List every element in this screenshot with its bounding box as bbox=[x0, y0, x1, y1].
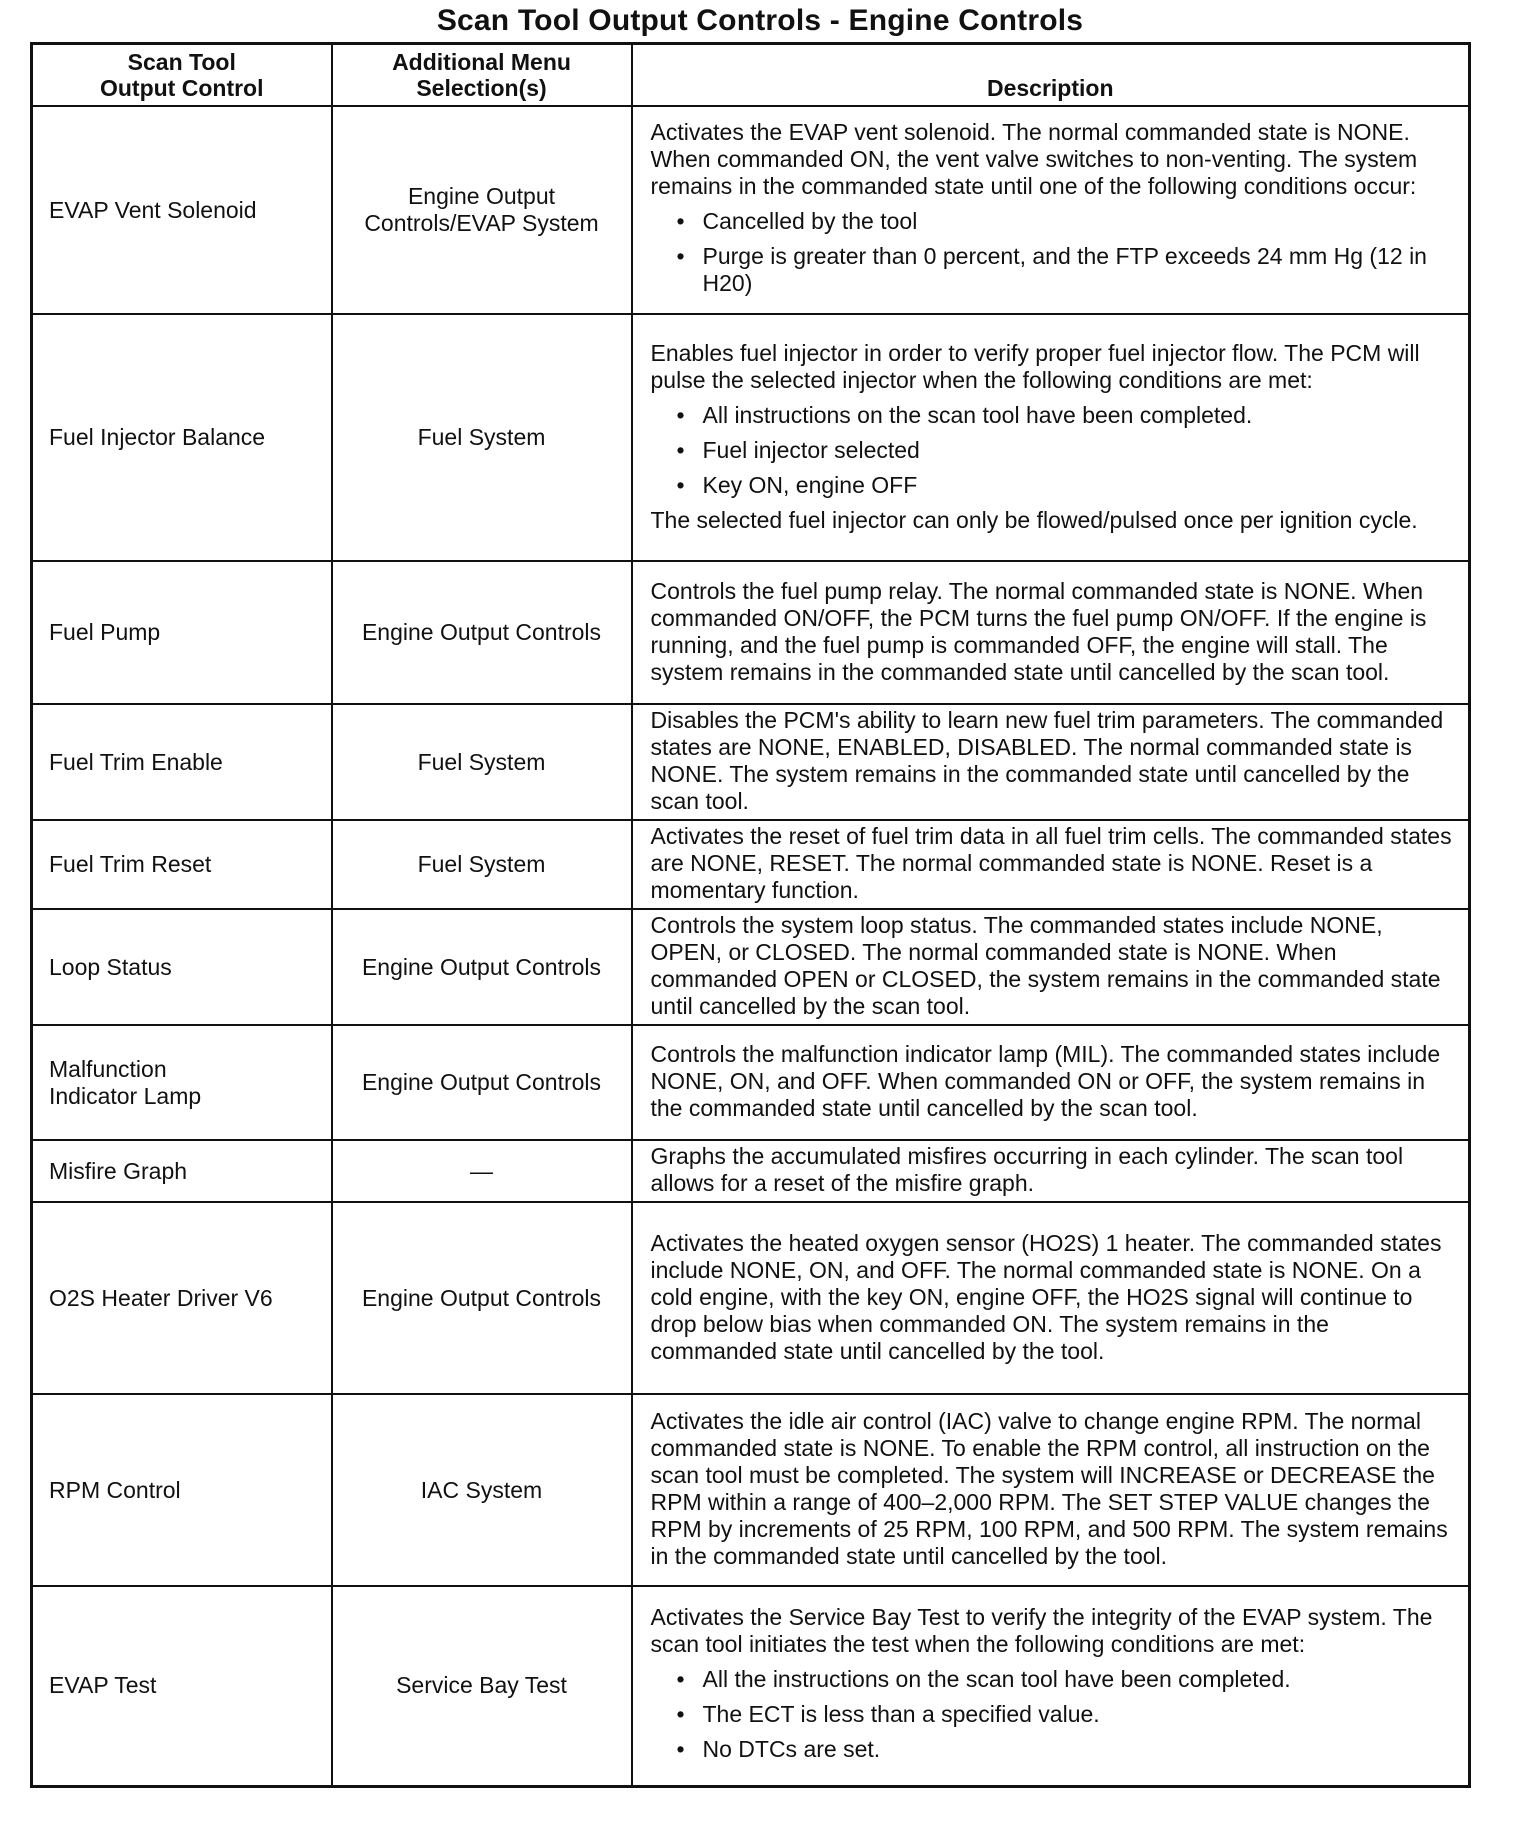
output-control-name: Fuel Trim Enable bbox=[32, 704, 332, 820]
description-text: Enables fuel injector in order to verify proper fuel injector flow. The PCM will pulse the selected injector when the following conditions are met: bbox=[650, 339, 1420, 393]
description-text: Disables the PCM's ability to learn new fuel trim parameters. The commanded states are NONE, ENABLED, DISABLED. The normal commanded state is NONE. The system remains in the commanded state until cancelled by the scan tool. bbox=[650, 707, 1444, 814]
description bbox=[632, 1394, 1470, 1586]
description bbox=[632, 106, 1470, 314]
page-title: Scan Tool Output Controls - Engine Controls bbox=[436, 4, 1084, 37]
table-row bbox=[32, 314, 1470, 561]
output-control-name: O2S Heater Driver V6 bbox=[32, 1202, 332, 1394]
description-text: Controls the system loop status. The commanded states include NONE, OPEN, or CLOSED. The normal commanded state is NONE. When commanded OPEN or CLOSED, the system remains in the commanded state until cancelled by the scan tool. bbox=[650, 912, 1441, 1019]
header-row bbox=[32, 44, 1470, 107]
description bbox=[632, 314, 1470, 561]
menu-selection: Engine Output Controls bbox=[332, 1202, 632, 1394]
table-body bbox=[32, 106, 1470, 1786]
table-row bbox=[32, 1025, 1470, 1140]
table-row bbox=[32, 561, 1470, 704]
table-row bbox=[32, 1140, 1470, 1202]
condition-list bbox=[651, 402, 1459, 499]
condition-item: • All the instructions on the scan tool have been completed. bbox=[677, 1666, 1459, 1693]
description bbox=[632, 909, 1470, 1025]
table-row bbox=[32, 820, 1470, 909]
description-text: Controls the malfunction indicator lamp (MIL). The commanded states include NONE, ON, and OFF. When commanded ON or OFF, the system remains in the commanded state until cancelled by the scan tool. bbox=[650, 1041, 1441, 1121]
description-text: Activates the Service Bay Test to verify the integrity of the EVAP system. The scan tool initiates the test when the following conditions are met: bbox=[650, 1604, 1433, 1658]
header-additional-menu-selections: Additional Menu Selection(s) bbox=[332, 44, 632, 107]
header-description: Description bbox=[632, 44, 1470, 107]
condition-item: • All instructions on the scan tool have been completed. bbox=[677, 402, 1459, 429]
description bbox=[632, 820, 1470, 909]
description bbox=[632, 1140, 1470, 1202]
menu-selection: Service Bay Test bbox=[332, 1586, 632, 1786]
table-row bbox=[32, 1586, 1470, 1786]
condition-item: • Cancelled by the tool bbox=[677, 208, 1459, 235]
menu-selection: — bbox=[332, 1140, 632, 1202]
description-note: The selected fuel injector can only be flowed/pulsed once per ignition cycle. bbox=[650, 506, 1418, 533]
menu-selection: Engine Output Controls bbox=[332, 909, 632, 1025]
menu-selection: Engine Output Controls/EVAP System bbox=[332, 106, 632, 314]
table-row bbox=[32, 1202, 1470, 1394]
menu-selection: Engine Output Controls bbox=[332, 561, 632, 704]
output-controls-table bbox=[30, 42, 1471, 1788]
menu-selection: Engine Output Controls bbox=[332, 1025, 632, 1140]
description bbox=[632, 561, 1470, 704]
condition-item: • No DTCs are set. bbox=[677, 1736, 1459, 1763]
output-control-name: Loop Status bbox=[32, 909, 332, 1025]
menu-selection: Fuel System bbox=[332, 314, 632, 561]
description bbox=[632, 1202, 1470, 1394]
table-row bbox=[32, 1394, 1470, 1586]
condition-item: • The ECT is less than a specified value. bbox=[677, 1701, 1459, 1728]
output-control-name: EVAP Test bbox=[32, 1586, 332, 1786]
description bbox=[632, 1586, 1470, 1786]
table-row bbox=[32, 106, 1470, 314]
table-row bbox=[32, 704, 1470, 820]
condition-item: • Purge is greater than 0 percent, and the FTP exceeds 24 mm Hg (12 in H20) bbox=[677, 243, 1459, 297]
description bbox=[632, 704, 1470, 820]
description-text: Controls the fuel pump relay. The normal commanded state is NONE. When commanded ON/OFF, the PCM turns the fuel pump ON/OFF. If the engine is running, and the fuel pump is commanded OFF, the engine will stall. The system remains in the commanded state until cancelled by the scan tool. bbox=[650, 577, 1427, 685]
output-control-name: Fuel Pump bbox=[32, 561, 332, 704]
condition-list bbox=[651, 1666, 1459, 1763]
output-control-name: Malfunction Indicator Lamp bbox=[32, 1025, 332, 1140]
output-control-name: EVAP Vent Solenoid bbox=[32, 106, 332, 314]
description-text: Activates the idle air control (IAC) valve to change engine RPM. The normal commanded state is NONE. To enable the RPM control, all instruction on the scan tool must be completed. The system will INCREASE or DECREASE the RPM within a range of 400–2,000 RPM. The SET STEP VALUE changes the RPM by increments of 25 RPM, 100 RPM, and 500 RPM. The system remains in the commanded state until cancelled by the tool. bbox=[650, 1408, 1448, 1569]
output-control-name: Fuel Injector Balance bbox=[32, 314, 332, 561]
menu-selection: IAC System bbox=[332, 1394, 632, 1586]
condition-item: • Key ON, engine OFF bbox=[677, 472, 1459, 499]
output-control-name: Misfire Graph bbox=[32, 1140, 332, 1202]
output-control-name: Fuel Trim Reset bbox=[32, 820, 332, 909]
description-text: Activates the reset of fuel trim data in all fuel trim cells. The commanded states are NONE, RESET. The normal commanded state is NONE. Reset is a momentary function. bbox=[650, 823, 1452, 903]
description-text: Graphs the accumulated misfires occurring in each cylinder. The scan tool allows for a reset of the misfire graph. bbox=[650, 1143, 1404, 1196]
menu-selection: Fuel System bbox=[332, 704, 632, 820]
description-text: Activates the heated oxygen sensor (HO2S) 1 heater. The commanded states include NONE, ON, and OFF. The normal commanded state is NONE. On a cold engine, with the key ON, engine OFF, the HO2S signal will continue to drop below bias when commanded ON. The system remains in the commanded state until cancelled by the tool. bbox=[650, 1229, 1442, 1364]
output-control-name: RPM Control bbox=[32, 1394, 332, 1586]
condition-list bbox=[651, 208, 1459, 297]
description bbox=[632, 1025, 1470, 1140]
menu-selection: Fuel System bbox=[332, 820, 632, 909]
header-scan-tool-output-control: Scan Tool Output Control bbox=[32, 44, 332, 107]
table-row bbox=[32, 909, 1470, 1025]
condition-item: • Fuel injector selected bbox=[677, 437, 1459, 464]
description-text: Activates the EVAP vent solenoid. The normal commanded state is NONE. When commanded ON, the vent valve switches to non-venting. The system remains in the commanded state until one of the following conditions occur: bbox=[650, 119, 1418, 199]
